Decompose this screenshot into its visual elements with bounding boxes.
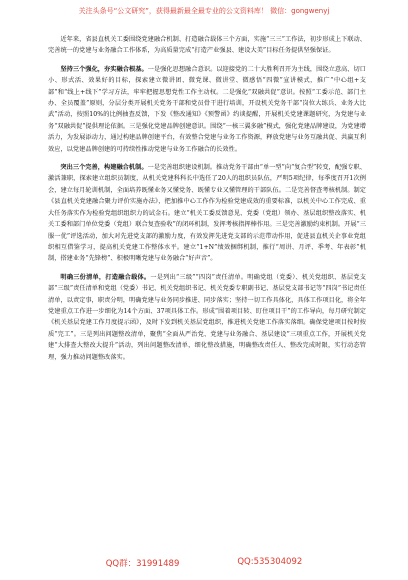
section-heading: 坚持三个强化，夯实融合根基。 <box>60 65 148 73</box>
qq-group-text: QQ群：31991489 <box>105 559 180 569</box>
section-paragraph <box>48 162 366 265</box>
section-heading: 明确三份清单，打造融合载体。 <box>60 273 151 281</box>
paragraph-text: 近年来，省县直机关工委围绕党建融合机制、打造融合载体三个方面，实施“三三”工作法，初步形成上下联动、完善统一的党建与业务融合工作体系，为高质量完成“打造产业强县、建设大美”目标任务提供坚强保证。 <box>48 36 366 55</box>
section-paragraph <box>48 64 366 155</box>
paragraph-text: 一是完善组织建设机制。推动党务干部由“单一型”向“复合型”转变，配强专职、激活兼职，探索建立组织员制度，从机关党建科科长中选任了20人的组织员队伍，严明5项纪律，每季度召开1次例会，建立每月轮训机制，全面培养既懂业务又懂党务、既懂专业又懂管理的干部队伍。二是完善督查考核机制。制定《县直机关党建融合聚力评价实施办法》，把加推中心工作作为检验党建成效的重要标准，以机关中心工作完成、重大任务落实作为检验党组织组织力的试金石。建立“机关工委反馈意见、党委（党组）领办、基层组织整改落实、机关工委和部门单位党委（党组）联合复查验收”的闭环机制，发挥考核指挥棒作用。三是完善激励约束机制。开展“三服一优”评选活动，加大对先进党支部的激励力度，有效发挥先进党支部的示范带动作用，促进县直机关企事业党组织相互借鉴学习，提高机关党建工作整体水平。建立“1+N”绩效捆绑机制，推行“周讲、月评、季考、年表彰”机制，搭建业务“先锋榜”、积极明晰党建与业务融合“好声音”。 <box>48 164 366 263</box>
section-paragraph <box>48 272 366 363</box>
article-body <box>48 34 366 363</box>
section-heading: 突出三个完善，构建融合机制。 <box>60 164 148 172</box>
promo-banner: 关注头条号“公文研究”，获得最新最全最专业的公文资料库！ 微信：gongwenyj <box>78 7 330 15</box>
qq-text: QQ:535304092 <box>237 557 303 567</box>
paragraph-text: 一是强化思想融合意识。以迎接党的二十大胜利召开为主线，围绕立意高、切口小、形式活、效果好的目标，探索建立微讲团、微党课、微讲堂、微感悟“四微”宣讲模式，推广“中心组+支部”和“线上+线下”学习方法，牢牢把握思想党性工作主动权。二是强化“双融共促”意识。按照“工委示范、部门主办、全员覆盖”原则，分层分类开展机关党务干部和党员骨干进行培训，开设机关党务干部“岗位大练兵、业务大比武”活动，按照10%的比例抽查反馈，下发《整改通知》《预警函》约谈提醒，开展机关党建课题研究，为党建与业务“双融共促”提供理论依据。三是强化党建品牌创建意识。围绕“一核三翼多融”模式，强化党建品牌建设，为党建增活力，为发展添动力，通过构建品牌创建平台，有效整合党建与业务工作资源，释放党建与业务互融共促、共赢互利效应，以党建品牌创建的可持续性推动党建与业务工作融合的长效性。 <box>48 65 366 153</box>
intro-paragraph <box>48 34 366 57</box>
paragraph-text: 一是列出“三级”“四岗”责任清单。明确党组（党委）、机关党组织、基层党支部“三级”责任清单和党组（党委）书记、机关党组织书记、机关党委专职副书记、基层党支部书记等“四岗”书记责任清单，以责定事，职责分明，明确党建与业务同步推进、同步落实；坚持一切工作具体化，具体工作项目化，将全年党建重点工作进一步细化为14个方面、37项具体工作。形成“围着项目转、盯住项目干”的工作导向，每月研究制定《机关基层党建工作月度提示函》，及时下发到机关基层党组织，推进机关党建工作落实落细。确保党建项目按时按质“完工”。三是列出问题整改清单，聚焦“全面从严治党、党建与业务融合、基层建设”三项重点工作，开展机关党建“大排查大整改大提升”活动，列出问题整改清单，细化整改措施，明确整改责任人、整改完成时限，实行动态管理，强力推动问题整改落实。 <box>48 273 366 361</box>
contact-footer <box>0 557 408 569</box>
